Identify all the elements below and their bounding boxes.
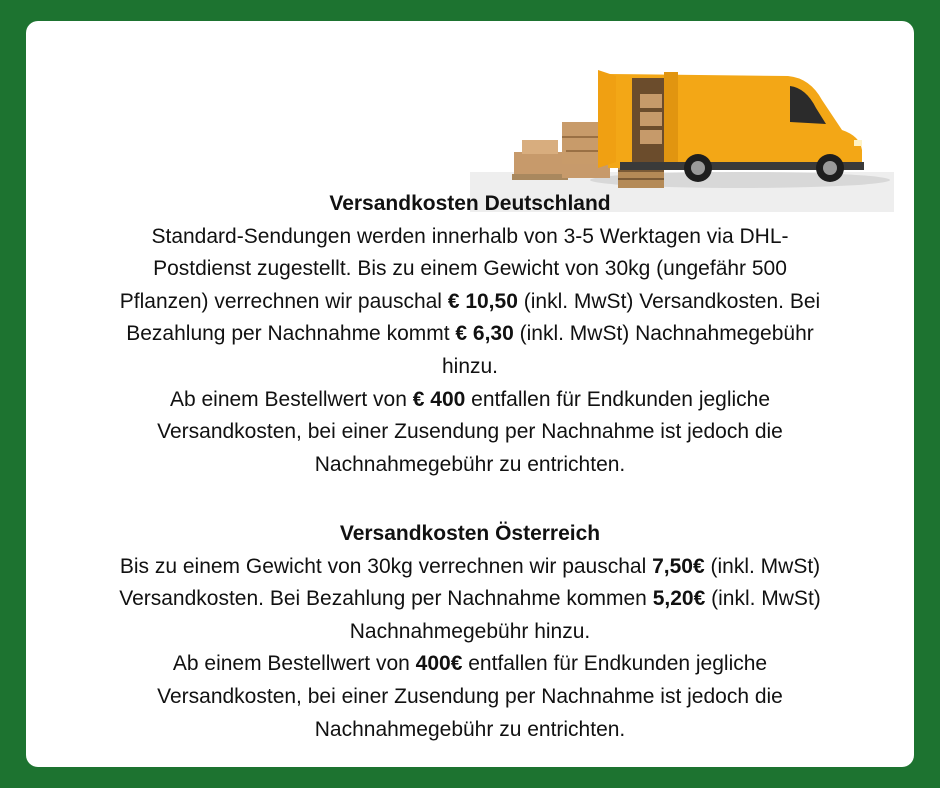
text-fragment: Bis zu einem Gewicht von 30kg verrechnen wir pauschal	[119, 554, 653, 578]
cod-fee-price: € 6,30	[455, 322, 514, 346]
text-fragment: Bezahlung per Nachnahme kommt	[126, 322, 456, 346]
text-line: Nachnahmegebühr hinzu.	[349, 619, 591, 643]
germany-section	[26, 188, 914, 481]
text-fragment: (inkl. MwSt)	[705, 587, 821, 611]
text-line: hinzu.	[441, 354, 499, 378]
text-fragment: Ab einem Bestellwert von	[172, 652, 416, 676]
text-line: Postdienst zugestellt. Bis zu einem Gewicht von 30kg (ungefähr 500	[153, 257, 787, 281]
text-fragment: (inkl. MwSt) Nachnahmegebühr	[513, 322, 814, 346]
text-fragment: entfallen für Endkunden jegliche	[465, 387, 771, 411]
text-line: Versandkosten, bei einer Zusendung per Nachnahme ist jedoch die	[157, 684, 783, 708]
austria-heading: Versandkosten Österreich	[339, 522, 601, 545]
text-fragment: Ab einem Bestellwert von	[169, 387, 413, 411]
text-fragment: (inkl. MwSt)	[704, 554, 821, 578]
austria-paragraph-1	[26, 551, 914, 649]
germany-heading: Versandkosten Deutschland	[329, 192, 611, 215]
free-shipping-threshold: € 400	[412, 387, 466, 411]
text-fragment: (inkl. MwSt) Versandkosten. Bei	[517, 289, 821, 313]
austria-paragraph-2	[26, 648, 914, 746]
text-fragment: Pflanzen) verrechnen wir pauschal	[119, 289, 448, 313]
free-shipping-threshold: 400€	[415, 652, 463, 676]
germany-paragraph-2	[26, 384, 914, 482]
text-line: Nachnahmegebühr zu entrichten.	[314, 452, 626, 476]
germany-paragraph-1	[26, 221, 914, 384]
cod-fee-price: 5,20€	[652, 587, 706, 611]
text-line: Nachnahmegebühr zu entrichten.	[314, 717, 626, 741]
flat-rate-price: 7,50€	[652, 554, 705, 578]
text-fragment: entfallen für Endkunden jegliche	[462, 652, 768, 676]
text-line: Standard-Sendungen werden innerhalb von 3-5 Werktagen via DHL-	[151, 224, 789, 248]
flat-rate-price: € 10,50	[447, 289, 518, 313]
austria-section	[26, 518, 914, 746]
text-line: Versandkosten, bei einer Zusendung per Nachnahme ist jedoch die	[157, 420, 783, 444]
text-fragment: Versandkosten. Bei Bezahlung per Nachnahme kommen	[119, 587, 653, 611]
